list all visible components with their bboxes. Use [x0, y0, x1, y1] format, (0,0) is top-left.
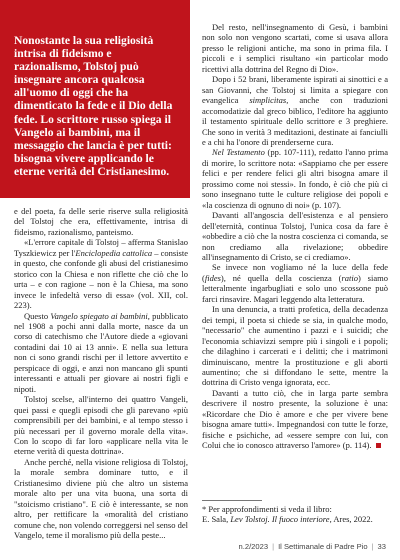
page-footer [239, 542, 386, 551]
pullquote-text: Nonostante la sua religiosità intrisa di fideismo e razionalismo, Tolstoj può insegnare ancora qualcosa all'uomo di oggi che ha dimenticato la fede e il Dio della fede. Lo scrittore russo spiega il Vangelo ai bambini, ma il messaggio che lancia è per tutti: bisogna vivere applicando le eterne verità del Cristianesimo. [14, 34, 173, 178]
left-paragraph-2 [14, 237, 188, 310]
footnote-line-1: * Per approfondimenti si veda il libro: [202, 504, 332, 514]
right-paragraph-5 [202, 262, 388, 304]
right-paragraph-2-text-a: Dopo i 52 brani, liberamente ispirati ai sinottici e a san Giovanni, che Tolstoj si limita a spiegare con evangelica [202, 74, 388, 106]
footnote [202, 504, 388, 525]
fides-term: fides [204, 272, 221, 283]
page-number: 33 [377, 542, 386, 551]
right-paragraph-3-text: (pp. 107-111), redatto l'anno prima di morire, lo scrittore nota: «Sappiamo che per essere felici e per rendere felici gli altri bisogna amare il prossimo come noi stessi». In fondo, è ciò che più ci sono insegnano tutte le culture religiose dei popoli e «la coscienza di ognuno di noi» (p. 107). [202, 147, 389, 210]
right-paragraph-5-text-b: ), né quella della coscienza ( [220, 272, 342, 283]
footnote-book-title: Lev Tolstoj. Il fuoco interiore [230, 514, 330, 525]
right-paragraph-4: Davanti all'angoscia dell'esistenza e al pensiero dell'eternità, continua Tolstoj, l'unica cosa da fare è «obbedire a ciò che la nostra coscienza ci comanda, se non crediamo alla rivelazione; obbedire all'insegnamento di Cristo, se ci crediamo». [202, 210, 388, 262]
right-paragraph-6: In una denuncia, a tratti profetica, della decadenza dei tempi, il poeta si chiede se sia, in qualche modo, "necessario" che aumentino i pazzi e i suicidi; che l'economia schiavizzi sempre più i singoli e i popoli; che dilaghino i carcerati e i delitti; che i matrimoni diminuiscano, mentre la prostituzione e gli aborti aumentino; che si diffondano le sette, mentre la dottrina di Cristo venga ignorata, ecc. [202, 304, 388, 388]
footer-separator: | [371, 542, 374, 551]
left-paragraph-3-text-a: Questo [24, 310, 51, 321]
left-paragraph-2-text-a: «L'errore capitale di Tolstoj – afferma Stanislao Tyszkiewicz per l' [14, 237, 188, 258]
magazine-name: Il Settimanale di Padre Pio [278, 542, 368, 551]
right-column [202, 22, 388, 496]
right-paragraph-2 [202, 74, 388, 147]
left-column [14, 206, 188, 541]
footnote-author: E. Sala, [202, 514, 231, 525]
left-paragraph-1: e del poeta, fa delle serie riserve sulla religiosità del Tolstoj che era, effettivamente, intrisa di fideismo, razionalismo, panteismo. [14, 206, 188, 237]
right-paragraph-1: Del resto, nell'insegnamento di Gesù, i bambini non solo non vengono scartati, come si usava allora presso le religioni antiche, ma sono in prima fila. I piccoli e i semplici risultano «in particolar modo ricettivi alla dottrina del Regno di Dio». [202, 22, 388, 74]
book-title: Vangelo spiegato ai bambini [50, 310, 148, 321]
footnote-line-2 [202, 514, 388, 524]
left-paragraph-4: Tolstoj scelse, all'interno dei quattro Vangeli, quei passi e quegli episodi che gli parevano «più comprensibili per dei bambini, e al tempo stesso i più necessari per il governo morale della vita». Con lo scopo di far loro «applicare nella vita le eterne verità di questa dottrina». [14, 394, 188, 457]
issue-number: n.2/2023 [238, 542, 269, 551]
footer-separator: | [272, 542, 275, 551]
pullquote-box [0, 0, 190, 198]
right-paragraph-7 [202, 388, 388, 451]
encyclopedia-title: Enciclopedia cattolica [75, 247, 153, 258]
right-paragraph-7-text: Davanti a tutto ciò, che in larga parte sembra descrivere il nostro presente, la soluzione è una: «Ricordare che Dio è amore e che per vivere bene bisogna amare tutti». Impegnandosi con tutte le forze, fisiche e psichiche, ad «essere sempre con lui, con Colui che io conosco attraverso l'amore» (p. 114). [202, 387, 388, 451]
right-paragraph-2-text-b: , anche con traduzioni accomodatizie dal greco biblico, l'editore ha aggiunto il testamento spirituale dello scrittore e 3 preghiere. Che sono in verità 3 meditazioni, destinate ai fanciulli e a chi ha l'onore di prenderserne cura. [202, 95, 388, 147]
end-of-article-mark [376, 443, 381, 448]
left-paragraph-3-text-b: , pubblicato nel 1908 a pochi anni dalla morte, nasce da un corso di catechismo che l'Autore diede a «giovani contadini dai 10 ai 13 anni». E nella sua lettura non ci sono grandi rischi per il lettore avvertito e perspicace di oggi, e anzi non mancano gli spunti interessanti e attuali per giovare ai nostri figli e nipoti. [14, 310, 188, 394]
ratio-term: ratio [341, 272, 358, 283]
right-paragraph-5-text-a: Se invece non vogliamo né la luce della fede ( [202, 262, 388, 283]
footnote-divider [202, 500, 262, 501]
testament-title: Nel Testamento [212, 147, 265, 158]
right-paragraph-5-text-c: ) siamo letteralmente ingarbugliati e solo uno scossone può farci rinsavire. Magari leggendo alta letteratura. [202, 272, 388, 304]
left-paragraph-5: Anche perché, nella visione religiosa di Tolstoj, la morale sembra dominare tutto, e il Cristianesimo diviene più che altro un sistema morale alto per una vita buona, una sorta di "stoicismo cristiano". E ciò è interessante, se non altro, per rettificare la «moralità del cristiano comune che, non volendo correggersi nel senso del Vangelo, teme il moralismo più della peste... [14, 456, 188, 541]
left-paragraph-2-text-b: – consiste in questo, che confonde gli abusi del cristianesimo storico con la Chiesa e non riflette che ciò che lo urta – e con ragione – non è la Chiesa, ma sono invece le infedeltà verso di essa» (vol. XII, col. 223). [14, 247, 188, 311]
simplicitas-term: simplicitas [249, 95, 287, 106]
right-paragraph-3 [202, 147, 388, 210]
footnote-publisher: , Ares, 2022. [329, 514, 373, 525]
left-paragraph-3 [14, 311, 188, 395]
